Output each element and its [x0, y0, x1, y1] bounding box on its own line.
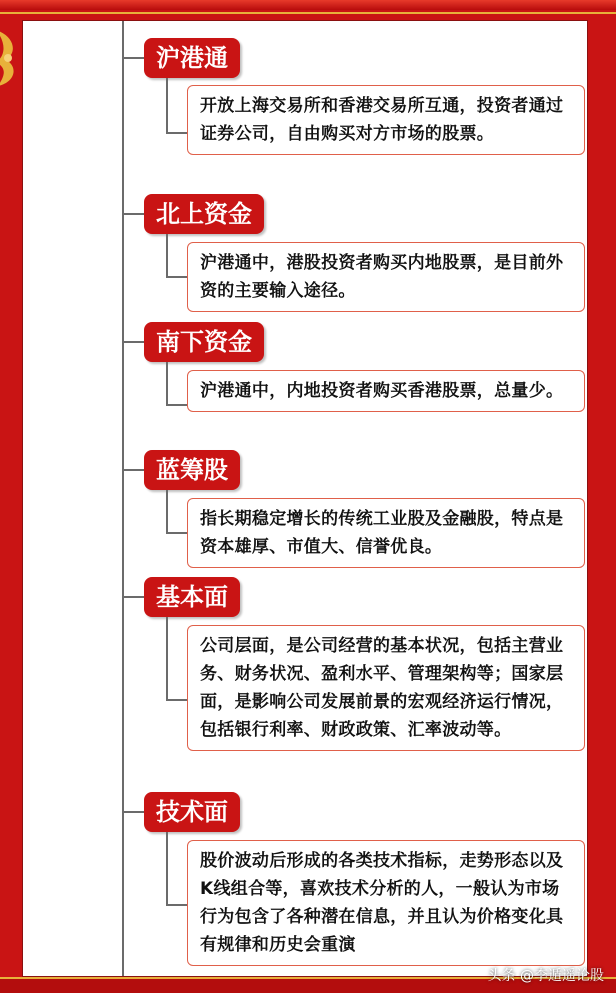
term-label: 南下资金	[144, 322, 264, 362]
source-watermark: 头条 @李遁遥论股	[487, 968, 604, 984]
term-label: 北上资金	[144, 194, 264, 234]
term-connector	[122, 57, 144, 59]
desc-connector	[166, 832, 188, 906]
desc-connector	[166, 490, 188, 534]
term-description: 开放上海交易所和香港交易所互通，投资者通过证券公司，自由购买对方市场的股票。	[187, 85, 585, 155]
term-description: 公司层面，是公司经营的基本状况，包括主营业务、财务状况、盈利水平、管理架构等；国家层面，是影响公司发展前景的宏观经济运行情况，包括银行利率、财政政策、汇率波动等。	[187, 625, 585, 751]
desc-connector	[166, 78, 188, 134]
term-connector	[122, 596, 144, 598]
desc-connector	[166, 234, 188, 278]
term-label: 沪港通	[144, 38, 240, 78]
glossary-panel	[22, 20, 588, 977]
tree-spine	[122, 21, 124, 976]
term-connector	[122, 213, 144, 215]
term-connector	[122, 811, 144, 813]
term-description: 指长期稳定增长的传统工业股及金融股，特点是资本雄厚、市值大、信誉优良。	[187, 498, 585, 568]
top-gold-rule	[0, 12, 616, 14]
term-label: 基本面	[144, 577, 240, 617]
term-label: 蓝筹股	[144, 450, 240, 490]
term-description: 沪港通中，内地投资者购买香港股票，总量少。	[187, 370, 585, 412]
term-connector	[122, 469, 144, 471]
term-label: 技术面	[144, 792, 240, 832]
desc-connector	[166, 362, 188, 406]
term-description: 沪港通中，港股投资者购买内地股票，是目前外资的主要输入途径。	[187, 242, 585, 312]
term-description: 股价波动后形成的各类技术指标，走势形态以及K线组合等，喜欢技术分析的人，一般认为市场行为包含了各种潜在信息，并且认为价格变化具有规律和历史会重演	[187, 840, 585, 966]
desc-connector	[166, 617, 188, 701]
gold-ornament-icon	[0, 22, 22, 92]
top-frame	[0, 0, 616, 10]
term-connector	[122, 341, 144, 343]
